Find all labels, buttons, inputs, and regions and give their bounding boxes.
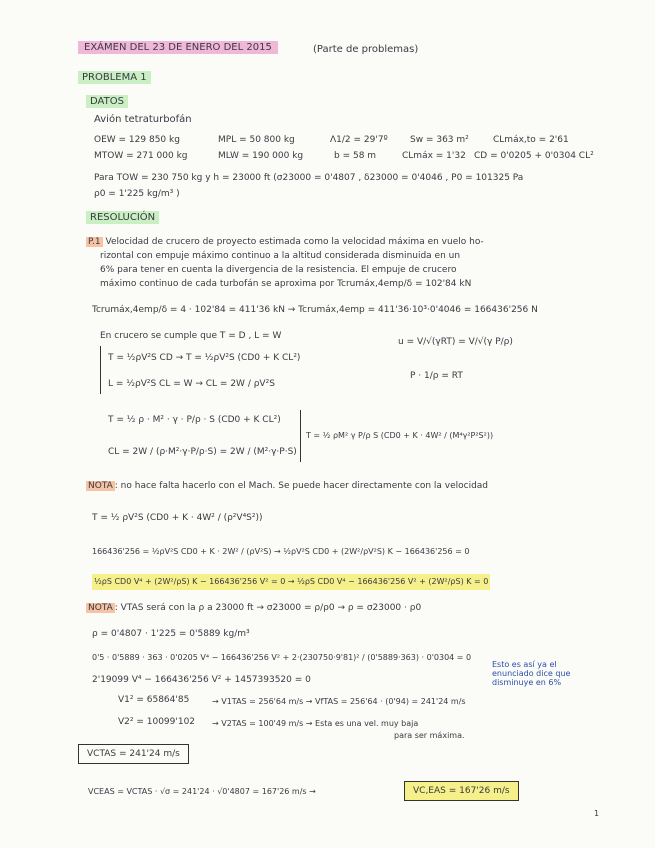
resolucion-heading: RESOLUCIÓN: [86, 211, 159, 224]
eq-6: ½ρS CD0 V⁴ + (2W²/ρS) K − 166436'256 V² = 0 → ½ρS CD0 V⁴ − 166436'256 V² + (2W²/ρS) K = 0: [92, 574, 490, 590]
nota-2-line: [86, 602, 421, 614]
eq-8: 2'19099 V⁴ − 166436'256 V² + 1457393520 = 0: [92, 675, 311, 685]
result-box-tas: VCTAS = 241'24 m/s: [78, 744, 189, 764]
eq-7: 0'5 · 0'5889 · 363 · 0'0205 V⁴ − 166436'256 V² + 2·(230750·9'81)² / (0'5889·363) · 0'0304 = 0: [92, 653, 472, 662]
datum-clmax: CLmáx = 1'32: [402, 151, 466, 161]
side-note: [492, 660, 570, 687]
eq-v2-note: para ser máxima.: [394, 731, 465, 740]
datum-tow-line: Para TOW = 230 750 kg y h = 23000 ft (σ23000 = 0'4807 , δ23000 = 0'4046 , P0 = 101325 Pa: [94, 173, 524, 183]
eq-rho: ρ = 0'4807 · 1'225 = 0'5889 kg/m³: [92, 629, 250, 639]
side-note-line-1: Esto es así ya el: [492, 660, 557, 669]
cruise-condition: En crucero se cumple que T = D , L = W: [100, 331, 282, 341]
problem-heading: PROBLEMA 1: [78, 71, 151, 84]
result-box-eas: VC,EAS = 167'26 m/s: [404, 781, 519, 801]
datum-rho0-line: ρ0 = 1'225 kg/m³ ): [94, 189, 180, 199]
datos-heading: DATOS: [86, 95, 128, 108]
datum-sweep: Λ1/2 = 29'7º: [330, 135, 388, 145]
datum-sw: Sw = 363 m²: [410, 135, 469, 145]
eq-l1: L = ½ρV²S CL = W → CL = 2W / ρV²S: [108, 379, 275, 389]
eq-eas: VCEAS = VCTAS · √σ = 241'24 · √0'4807 = 167'26 m/s →: [88, 787, 316, 796]
side-note-line-3: disminuye en 6%: [492, 678, 562, 687]
eq-thrust: Tcrumáx,4emp/δ = 4 · 102'84 = 411'36 kN → Tcrumáx,4emp = 411'36·10³·0'4046 = 166436'256 N: [92, 305, 538, 315]
resolucion-heading-wrap: [86, 212, 159, 224]
datum-mtow: MTOW = 271 000 kg: [94, 151, 188, 161]
p1-text-4: máximo continuo de cada turbofán se aproxima por Tcrumáx,4emp/δ = 102'84 kN: [100, 279, 472, 289]
header-title: EXÁMEN DEL 23 DE ENERO DEL 2015: [78, 41, 278, 54]
side-note-line-2: enunciado dice que: [492, 669, 571, 678]
eq-t2: T = ½ ρ · M² · γ · P/ρ · S (CD0 + K CL²): [108, 415, 281, 425]
eq-gas-law: P · 1/ρ = RT: [410, 371, 463, 381]
bracket-1: [100, 346, 101, 394]
datos-heading-wrap: [86, 96, 128, 108]
nota-2-text: : VTAS será con la ρ a 23000 ft → σ23000 = ρ/ρ0 → ρ = σ23000 · ρ0: [114, 603, 422, 613]
eq-cl2: CL = 2W / (ρ·M²·γ·P/ρ·S) = 2W / (M²·γ·P·S): [108, 447, 297, 457]
eq-t1: T = ½ρV²S CD → T = ½ρV²S (CD0 + K CL²): [108, 353, 301, 363]
p1-text-3: 6% para tener en cuenta la divergencia de la resistencia. El empuje de crucero: [100, 265, 457, 275]
page-number: 1: [594, 809, 600, 818]
eq-v1-squared: V1² = 65864'85: [118, 695, 190, 705]
nota-1-line: [86, 480, 488, 492]
bracket-2: [300, 410, 301, 462]
header-title-wrap: [78, 42, 278, 54]
nota-1-text: : no hace falta hacerlo con el Mach. Se puede hacer directamente con la velocidad: [114, 481, 489, 491]
eq-v1: → V1TAS = 256'64 m/s → VfTAS = 256'64 · (0'94) = 241'24 m/s: [212, 697, 466, 706]
datum-span: b = 58 m: [334, 151, 377, 161]
datum-mlw: MLW = 190 000 kg: [218, 151, 304, 161]
nota-1-tag: NOTA: [88, 481, 113, 491]
p1-tag: P.1: [88, 237, 101, 247]
eq-t4: T = ½ ρV²S (CD0 + K · 4W² / (ρ²V⁴S²)): [92, 513, 263, 523]
nota-2-tag: NOTA: [88, 603, 113, 613]
problem-heading-wrap: [78, 72, 151, 84]
aircraft-type: Avión tetraturbofán: [94, 114, 192, 125]
datum-oew: OEW = 129 850 kg: [94, 135, 180, 145]
eq-5: 166436'256 = ½ρV²S CD0 + K · 2W² / (ρV²S) → ½ρV²S CD0 + (2W²/ρV²S) K − 166436'256 = 0: [92, 547, 470, 556]
p1-text-1: Velocidad de crucero de proyecto estimada como la velocidad máxima en vuelo ho-: [105, 237, 484, 247]
eq-v2-squared: V2² = 10099'102: [118, 717, 196, 727]
datum-mpl: MPL = 50 800 kg: [218, 135, 295, 145]
p1-text-2: rizontal con empuje máximo continuo a la altitud considerada disminuida en un: [100, 251, 461, 261]
eq-mach-def: u = V/√(γRT) = V/√(γ P/ρ): [398, 337, 513, 347]
datum-drag-polar: CD = 0'0205 + 0'0304 CL²: [474, 151, 594, 161]
eq-t3: T = ½ ρM² γ P/ρ S (CD0 + K · 4W² / (M⁴γ²P²S²)): [306, 431, 494, 440]
p1-line-1: [86, 236, 484, 248]
datum-clmax-to: CLmáx,to = 2'61: [493, 135, 569, 145]
eq-v2: → V2TAS = 100'49 m/s → Esta es una vel. muy baja: [212, 719, 419, 728]
header-subtitle: (Parte de problemas): [313, 44, 419, 55]
